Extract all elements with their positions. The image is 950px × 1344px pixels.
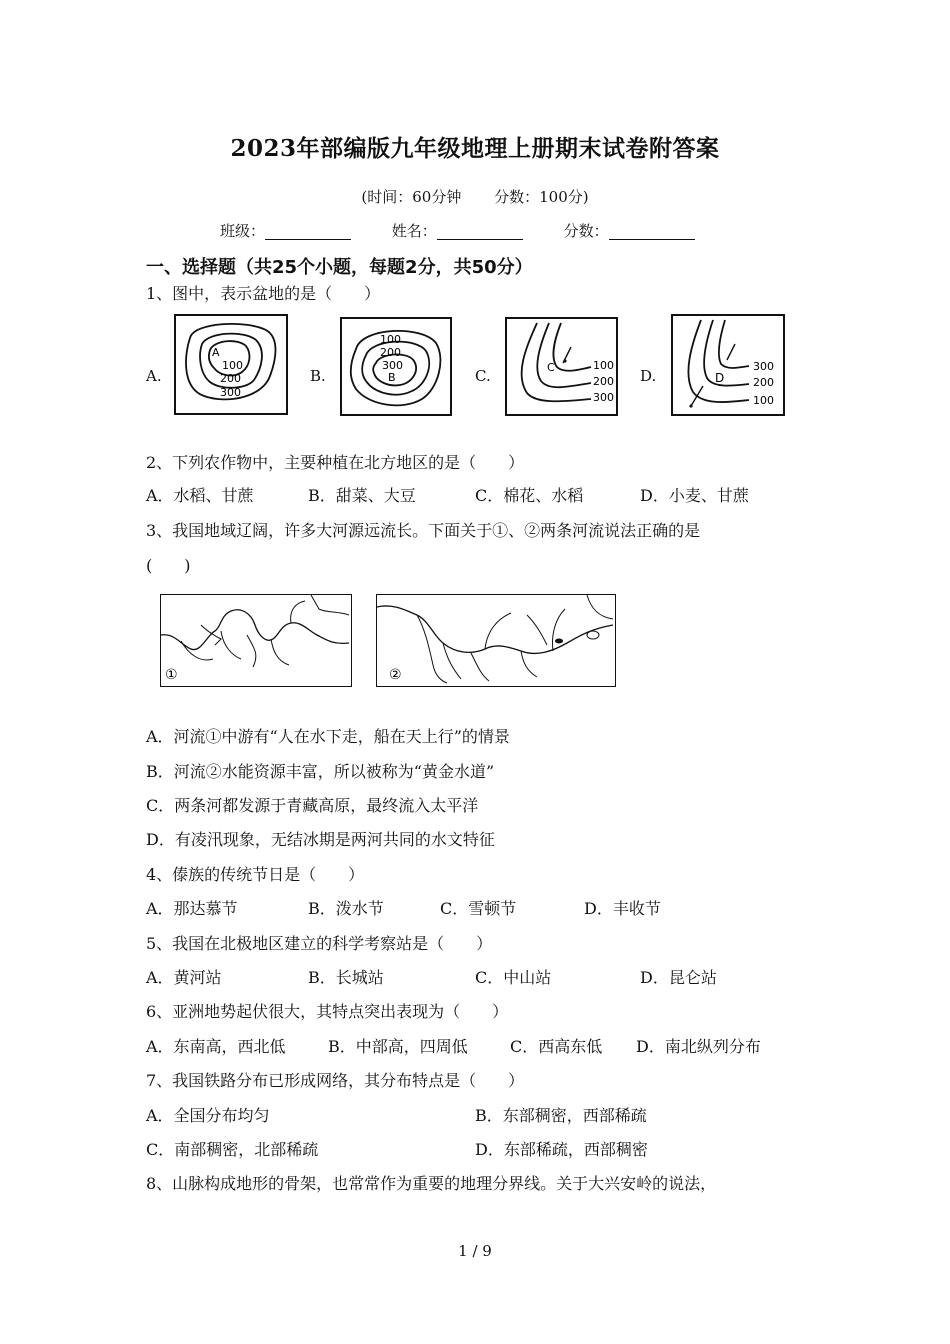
q6-option-d[interactable]: D．南北纵列分布 — [636, 1037, 761, 1056]
q3-option-d[interactable]: D．有凌汛现象，无结冰期是两河共同的水文特征 — [146, 830, 495, 849]
contour-c-label-300: 300 — [593, 391, 614, 404]
name-label: 姓名： — [391, 222, 437, 240]
river-map-1 — [160, 594, 352, 687]
contour-map-a — [174, 314, 288, 415]
q6-option-c[interactable]: C．西高东低 — [510, 1037, 603, 1056]
page-number: 1 / 9 — [458, 1242, 492, 1260]
contour-map-d — [671, 314, 785, 416]
q2-option-c[interactable]: C．棉花、水稻 — [475, 486, 584, 505]
question-2-stem: 2、下列农作物中，主要种植在北方地区的是（ ） — [146, 453, 525, 472]
contour-d-label-100: 100 — [753, 394, 774, 407]
river-map-2 — [376, 594, 616, 687]
contour-b-label-300: 300 — [382, 359, 403, 372]
name-blank[interactable] — [437, 223, 523, 240]
q2-option-a[interactable]: A．水稻、甘蔗 — [146, 486, 254, 505]
river-map-1-svg — [161, 595, 350, 685]
q2-option-d[interactable]: D．小麦、甘蔗 — [640, 486, 749, 505]
question-4-stem: 4、傣族的传统节日是（ ） — [146, 865, 365, 884]
contour-map-b-svg — [342, 319, 450, 414]
contour-map-d-svg — [673, 316, 783, 414]
q5-option-c[interactable]: C．中山站 — [475, 968, 552, 987]
q7-option-b[interactable]: B．东部稠密，西部稀疏 — [475, 1106, 647, 1125]
contour-map-c — [505, 317, 618, 416]
contour-map-b — [340, 317, 452, 416]
contour-b-point: B — [388, 371, 396, 384]
q5-option-b[interactable]: B．长城站 — [308, 968, 384, 987]
contour-c-label-100: 100 — [593, 359, 614, 372]
q1-option-a-label[interactable]: A. — [146, 367, 162, 385]
page-title: 2023年部编版九年级地理上册期末试卷附答案 — [230, 135, 720, 162]
q7-option-a[interactable]: A．全国分布均匀 — [146, 1106, 270, 1125]
contour-c-point: C — [547, 361, 555, 374]
q4-option-b[interactable]: B．泼水节 — [308, 899, 384, 918]
contour-b-label-200: 200 — [380, 346, 401, 359]
student-info — [220, 220, 731, 241]
question-6-stem: 6、亚洲地势起伏很大，其特点突出表现为（ ） — [146, 1002, 509, 1021]
contour-map-c-svg — [507, 319, 616, 414]
contour-d-label-200: 200 — [753, 376, 774, 389]
contour-c-label-200: 200 — [593, 375, 614, 388]
score-label: 分数： — [563, 222, 609, 240]
exam-time: (时间：60分钟 — [361, 188, 462, 206]
q3-option-a[interactable]: A．河流①中游有“人在水下走，船在天上行”的情景 — [146, 727, 510, 746]
river-map-2-svg — [377, 595, 614, 685]
q7-option-d[interactable]: D．东部稀疏，西部稠密 — [475, 1140, 648, 1159]
q1-option-b-label[interactable]: B. — [310, 367, 326, 385]
question-7-stem: 7、我国铁路分布已形成网络，其分布特点是（ ） — [146, 1071, 525, 1090]
class-blank[interactable] — [265, 223, 351, 240]
class-label: 班级： — [220, 222, 266, 240]
q1-option-c-label[interactable]: C. — [475, 367, 491, 385]
q4-option-d[interactable]: D．丰收节 — [584, 899, 661, 918]
q5-option-d[interactable]: D．昆仑站 — [640, 968, 717, 987]
q3-option-b[interactable]: B．河流②水能资源丰富，所以被称为“黄金水道” — [146, 762, 495, 781]
contour-a-label-100: 100 — [222, 359, 243, 372]
q1-option-d-label[interactable]: D. — [640, 367, 657, 385]
question-5-stem: 5、我国在北极地区建立的科学考察站是（ ） — [146, 934, 493, 953]
score-blank[interactable] — [609, 223, 695, 240]
question-3-stem-bracket: ( ) — [146, 556, 191, 575]
contour-d-label-300: 300 — [753, 360, 774, 373]
contour-a-point: A — [212, 346, 220, 359]
exam-meta — [0, 186, 950, 207]
exam-score: 分数：100分) — [494, 188, 589, 206]
contour-map-a-svg — [176, 316, 286, 413]
river-map-1-label: ① — [165, 667, 178, 683]
q4-option-a[interactable]: A．那达慕节 — [146, 899, 238, 918]
question-1-stem: 1、图中，表示盆地的是（ ） — [146, 284, 381, 303]
question-3-stem: 3、我国地域辽阔，许多大河源远流长。下面关于①、②两条河流说法正确的是 — [146, 521, 701, 540]
q4-option-c[interactable]: C．雪顿节 — [440, 899, 517, 918]
question-8-stem: 8、山脉构成地形的骨架，也常常作为重要的地理分界线。关于大兴安岭的说法， — [146, 1174, 717, 1193]
contour-a-label-200: 200 — [220, 372, 241, 385]
river-map-2-label: ② — [389, 667, 402, 683]
contour-d-point: D — [715, 371, 725, 385]
contour-a-label-300: 300 — [220, 386, 241, 399]
q6-option-a[interactable]: A．东南高，西北低 — [146, 1037, 286, 1056]
q6-option-b[interactable]: B．中部高，四周低 — [328, 1037, 468, 1056]
section-title: 一、选择题（共25个小题，每题2分，共50分） — [146, 257, 533, 278]
q3-option-c[interactable]: C．两条河都发源于青藏高原，最终流入太平洋 — [146, 796, 479, 815]
q2-option-b[interactable]: B．甜菜、大豆 — [308, 486, 416, 505]
q7-option-c[interactable]: C．南部稠密，北部稀疏 — [146, 1140, 319, 1159]
q5-option-a[interactable]: A．黄河站 — [146, 968, 222, 987]
contour-b-label-100: 100 — [380, 333, 401, 346]
